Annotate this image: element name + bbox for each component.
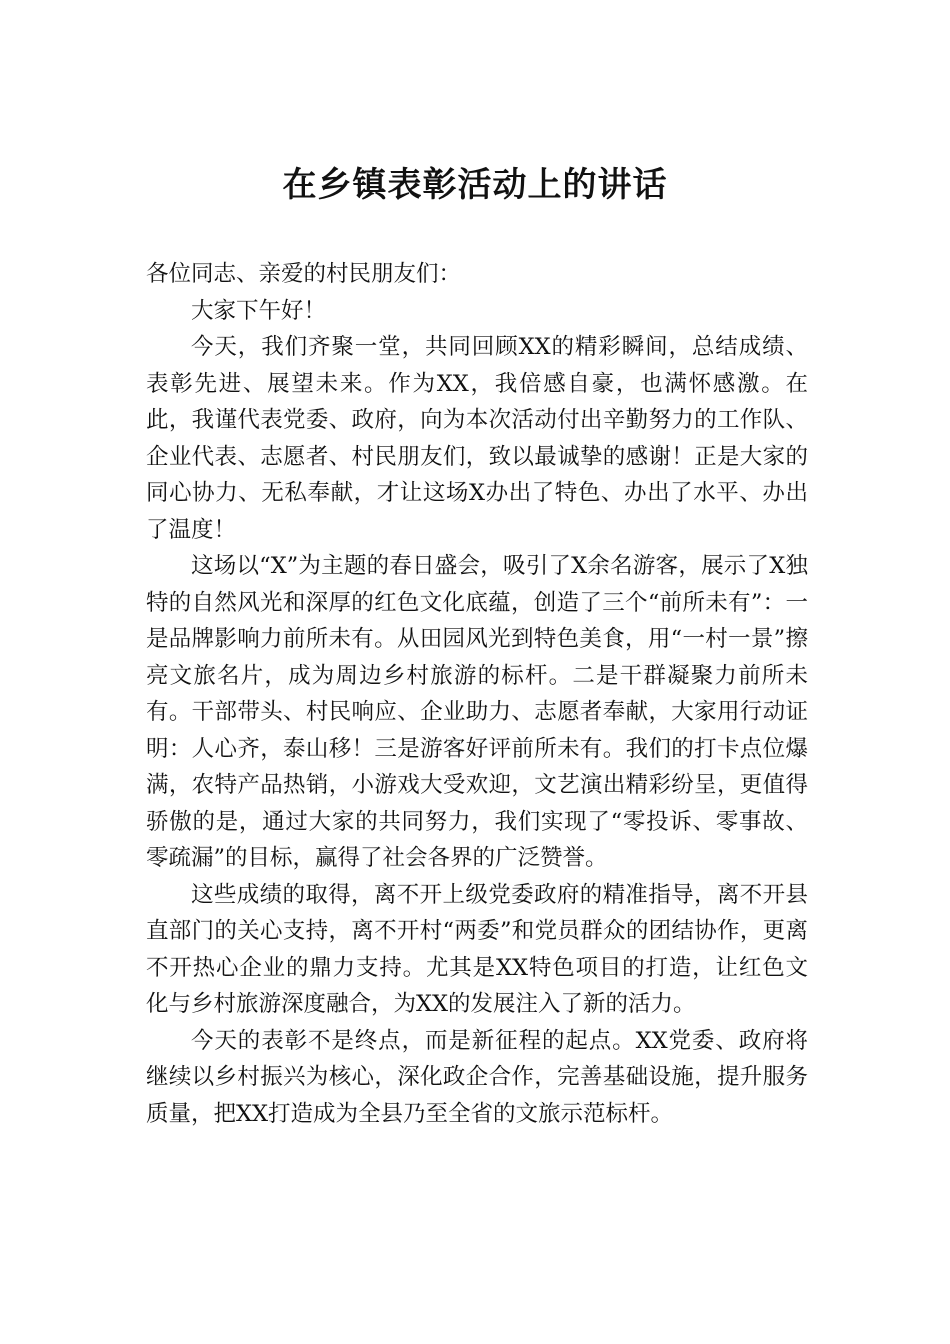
paragraph-support: 这些成绩的取得，离不开上级党委政府的精准指导，离不开县直部门的关心支持，离不开村“两委”和党员群众的团结协作，更离不开热心企业的鼎力支持。尤其是XX特色项目的打造，让红色文化与乡村旅游深度融合，为XX的发展注入了新的活力。 — [146, 881, 808, 1017]
salutation: 各位同志、亲爱的村民朋友们： — [146, 261, 462, 287]
paragraph-outlook: 今天的表彰不是终点，而是新征程的起点。XX党委、政府将继续以乡村振兴为核心，深化政企合作，完善基础设施，提升服务质量，把XX打造成为全县乃至全省的文旅示范标杆。 — [146, 1027, 808, 1127]
paragraph-greeting: 大家下午好！ — [191, 297, 327, 324]
paragraph-achievements: 这场以“X”为主题的春日盛会，吸引了X余名游客，展示了X独特的自然风光和深厚的红色文化底蕴，创造了三个“前所未有”：一是品牌影响力前所未有。从田园风光到特色美食，用“一村一景”擦亮文旅名片，成为周边乡村旅游的标杆。二是干群凝聚力前所未有。干部带头、村民响应、企业助力、志愿者奉献，大家用行动证明：人心齐，泰山移！三是游客好评前所未有。我们的打卡点位爆满，农特产品热销，小游戏大受欢迎，文艺演出精彩纷呈，更值得骄傲的是，通过大家的共同努力，我们实现了“零投诉、零事故、零疏漏”的目标，赢得了社会各界的广泛赞誉。 — [146, 553, 808, 871]
document-body — [146, 256, 808, 1132]
document-title: 在乡镇表彰活动上的讲话 — [282, 165, 668, 205]
paragraph-thanks: 今天，我们齐聚一堂，共同回顾XX的精彩瞬间，总结成绩、表彰先进、展望未来。作为XX，我倍感自豪，也满怀感激。在此，我谨代表党委、政府，向为本次活动付出辛勤努力的工作队、企业代表、志愿者、村民朋友们，致以最诚挚的感谢！正是大家的同心协力、无私奉献，才让这场X办出了特色、办出了水平、办出了温度！ — [146, 334, 808, 543]
